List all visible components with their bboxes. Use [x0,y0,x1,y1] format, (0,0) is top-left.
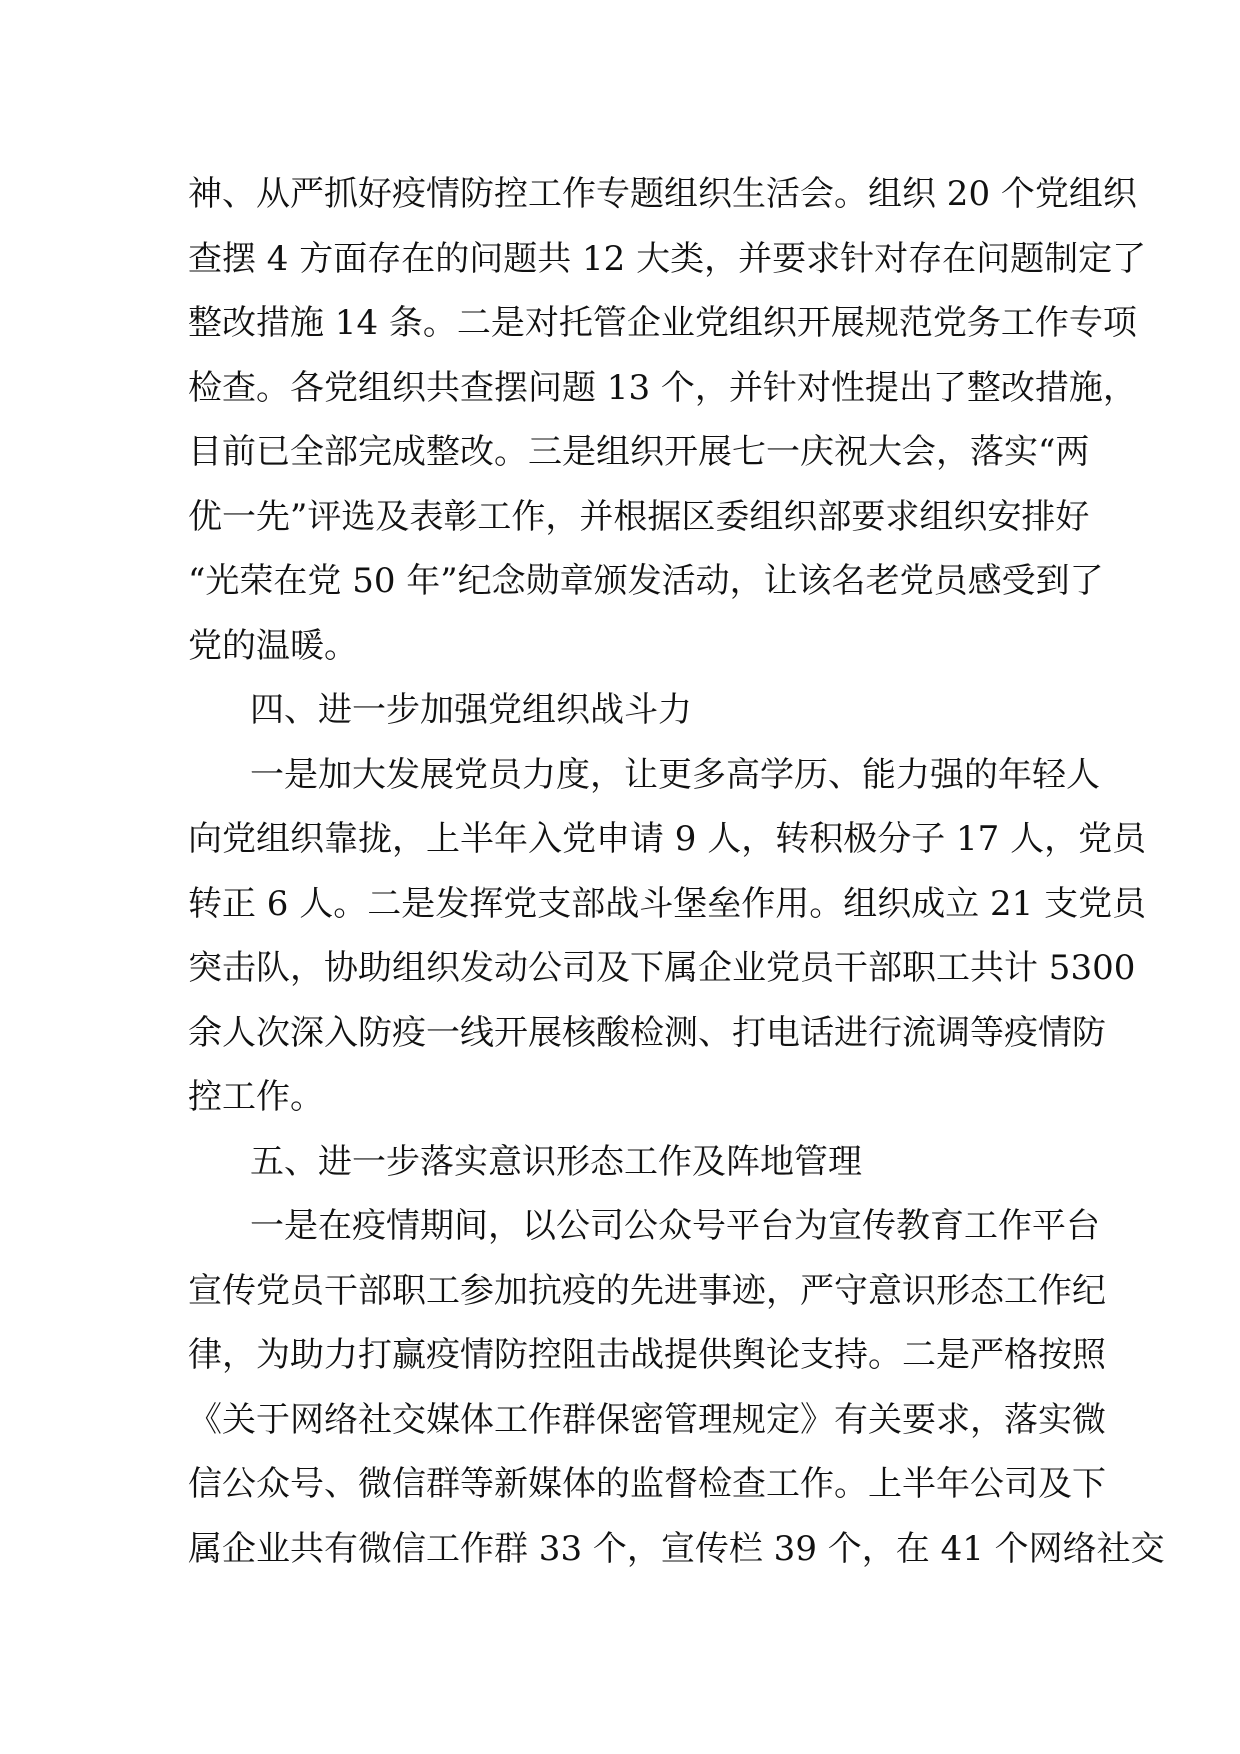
text-line: 余人次深入防疫一线开展核酸检测、打电话进行流调等疫情防 [188,1012,1106,1053]
text-line: 宣传党员干部职工参加抗疫的先进事迹，严守意识形态工作纪 [188,1270,1106,1311]
text-line: 一是在疫情期间，以公司公众号平台为宣传教育工作平台 [250,1206,1100,1246]
section-heading: 五、进一步落实意识形态工作及阵地管理 [250,1141,862,1182]
section-heading: 四、进一步加强党组织战斗力 [250,690,692,730]
text-line: 神、从严抓好疫情防控工作专题组织生活会。组织 20 个党组织 [188,174,1137,214]
document-body [188,162,1165,1581]
text-line: 控工作。 [188,1077,324,1117]
text-line: 信公众号、微信群等新媒体的监督检查工作。上半年公司及下 [188,1464,1106,1504]
text-line: 查摆 4 方面存在的问题共 12 大类，并要求针对存在问题制定了 [188,238,1147,279]
text-line: 检查。各党组织共查摆问题 13 个，并针对性提出了整改措施， [188,367,1137,408]
text-line: 党的温暖。 [188,625,358,666]
text-line: 优一先”评选及表彰工作，并根据区委组织部要求组织安排好 [188,496,1090,537]
text-line: 突击队，协助组织发动公司及下属企业党员干部职工共计 5300 [188,948,1136,988]
text-line: “光荣在党 50 年”纪念勋章颁发活动，让该名老党员感受到了 [188,561,1104,601]
text-line: 属企业共有微信工作群 33 个，宣传栏 39 个，在 41 个网络社交 [188,1528,1165,1569]
text-line: 律，为助力打赢疫情防控阻击战提供舆论支持。二是严格按照 [188,1335,1106,1375]
text-line: 《关于网络社交媒体工作群保密管理规定》有关要求，落实微 [188,1399,1106,1440]
text-line: 一是加大发展党员力度，让更多高学历、能力强的年轻人 [250,754,1100,795]
text-line: 目前已全部完成整改。三是组织开展七一庆祝大会，落实“两 [188,432,1090,472]
text-line: 向党组织靠拢，上半年入党申请 9 人，转积极分子 17 人，党员 [188,819,1147,859]
text-line: 整改措施 14 条。二是对托管企业党组织开展规范党务工作专项 [188,303,1137,343]
text-line: 转正 6 人。二是发挥党支部战斗堡垒作用。组织成立 21 支党员 [188,883,1147,924]
